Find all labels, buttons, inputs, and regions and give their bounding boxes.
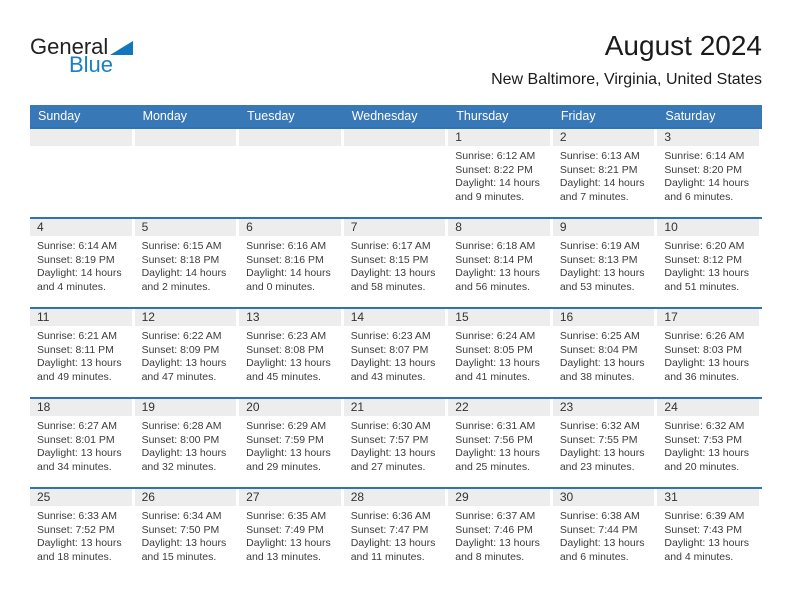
sunrise-text: Sunrise: 6:20 AM xyxy=(664,240,745,252)
day-number-band xyxy=(135,399,237,416)
weekday-header-friday: Friday xyxy=(560,109,596,123)
daylight-text: Daylight: 13 hours and 13 minutes. xyxy=(246,537,331,563)
sunrise-text: Sunrise: 6:35 AM xyxy=(246,510,327,522)
day-number-band xyxy=(448,219,550,236)
day-number: 12 xyxy=(141,310,155,324)
daylight-text: Daylight: 13 hours and 4 minutes. xyxy=(664,537,750,563)
day-number-band xyxy=(657,219,759,236)
calendar-week-row xyxy=(30,397,762,487)
day-number: 27 xyxy=(246,490,260,504)
daylight-text: Daylight: 14 hours and 7 minutes. xyxy=(559,177,645,203)
day-number-band xyxy=(135,489,237,506)
sunset-text: Sunset: 8:07 PM xyxy=(350,343,429,356)
day-number: 2 xyxy=(559,130,567,144)
daylight-text: Daylight: 13 hours and 47 minutes. xyxy=(141,357,227,383)
day-number: 25 xyxy=(37,490,51,504)
calendar-day-cell xyxy=(657,219,762,307)
sunrise-text: Sunrise: 6:30 AM xyxy=(350,420,431,432)
calendar-day-cell xyxy=(30,489,135,577)
sunset-text: Sunset: 8:16 PM xyxy=(246,253,324,266)
day-number: 23 xyxy=(559,400,574,414)
calendar-day-cell xyxy=(448,489,553,577)
calendar-day-cell xyxy=(30,129,135,217)
sunset-text: Sunset: 8:11 PM xyxy=(37,343,114,356)
day-number-band xyxy=(135,309,237,326)
sunrise-text: Sunrise: 6:15 AM xyxy=(141,240,222,252)
sunrise-text: Sunrise: 6:14 AM xyxy=(664,150,745,162)
daylight-text: Daylight: 13 hours and 6 minutes. xyxy=(559,537,645,563)
daylight-text: Daylight: 14 hours and 0 minutes. xyxy=(246,267,331,293)
calendar-day-cell xyxy=(553,399,658,487)
day-number-band xyxy=(344,219,446,236)
sunset-text: Sunset: 7:47 PM xyxy=(350,523,429,536)
day-number-band xyxy=(30,489,132,506)
sunrise-text: Sunrise: 6:33 AM xyxy=(37,510,117,522)
daylight-text: Daylight: 13 hours and 58 minutes. xyxy=(350,267,436,293)
calendar-day-cell xyxy=(448,399,553,487)
calendar-day-cell xyxy=(448,129,553,217)
calendar-day-cell xyxy=(344,309,449,397)
sunrise-text: Sunrise: 6:29 AM xyxy=(246,420,327,432)
day-number-band xyxy=(553,219,655,236)
sunrise-text: Sunrise: 6:23 AM xyxy=(350,330,431,342)
logo-text-general: General xyxy=(30,34,109,59)
day-details xyxy=(135,416,240,474)
day-details xyxy=(553,326,658,384)
day-number-band xyxy=(30,219,132,236)
sunset-text: Sunset: 8:04 PM xyxy=(559,343,638,356)
sunset-text: Sunset: 7:50 PM xyxy=(141,523,220,536)
day-details xyxy=(344,506,449,564)
day-number: 24 xyxy=(664,400,678,414)
sunset-text: Sunset: 8:13 PM xyxy=(559,253,638,266)
sunset-text: Sunset: 7:46 PM xyxy=(455,523,533,536)
day-details xyxy=(448,146,553,204)
sunrise-text: Sunrise: 6:38 AM xyxy=(559,510,640,522)
sunset-text: Sunset: 8:12 PM xyxy=(664,253,743,266)
sunset-text: Sunset: 7:44 PM xyxy=(559,523,638,536)
daylight-text: Daylight: 13 hours and 36 minutes. xyxy=(664,357,750,383)
day-number: 4 xyxy=(37,220,44,234)
calendar-day-cell xyxy=(135,399,240,487)
day-number: 31 xyxy=(664,490,678,504)
calendar-day-cell xyxy=(657,489,762,577)
day-number-band xyxy=(344,489,446,506)
daylight-text: Daylight: 13 hours and 27 minutes. xyxy=(350,447,436,473)
daylight-text: Daylight: 14 hours and 4 minutes. xyxy=(37,267,122,293)
day-details xyxy=(30,236,135,294)
daylight-text: Daylight: 13 hours and 51 minutes. xyxy=(664,267,750,293)
sunrise-text: Sunrise: 6:22 AM xyxy=(141,330,222,342)
calendar-day-cell xyxy=(239,219,344,307)
day-details xyxy=(657,146,762,204)
day-details xyxy=(30,416,135,474)
daylight-text: Daylight: 14 hours and 9 minutes. xyxy=(455,177,540,203)
day-number-band xyxy=(657,399,759,416)
day-number-band xyxy=(344,399,446,416)
calendar-day-cell xyxy=(448,219,553,307)
sunrise-text: Sunrise: 6:13 AM xyxy=(559,150,640,162)
sunrise-text: Sunrise: 6:25 AM xyxy=(559,330,640,342)
day-details xyxy=(344,236,449,294)
day-number: 17 xyxy=(664,310,678,324)
day-number-band xyxy=(30,309,132,326)
day-number: 19 xyxy=(141,400,155,414)
calendar-week-row xyxy=(30,487,762,577)
calendar-day-cell xyxy=(344,219,449,307)
day-number-band xyxy=(553,129,655,146)
day-number-band xyxy=(135,129,237,146)
day-number-band xyxy=(657,489,759,506)
day-number: 8 xyxy=(455,220,462,234)
day-number: 13 xyxy=(246,310,260,324)
weekday-header-tuesday: Tuesday xyxy=(247,109,295,123)
daylight-text: Daylight: 13 hours and 43 minutes. xyxy=(350,357,436,383)
sunset-text: Sunset: 7:59 PM xyxy=(246,433,324,446)
weekday-header-sunday: Sunday xyxy=(38,109,81,123)
day-number-band xyxy=(657,129,759,146)
day-details xyxy=(657,326,762,384)
day-number-band xyxy=(553,489,655,506)
daylight-text: Daylight: 13 hours and 38 minutes. xyxy=(559,357,645,383)
calendar-day-cell xyxy=(553,129,658,217)
calendar-week-row xyxy=(30,307,762,397)
day-number: 18 xyxy=(37,400,51,414)
daylight-text: Daylight: 13 hours and 45 minutes. xyxy=(246,357,331,383)
calendar-day-cell xyxy=(135,489,240,577)
day-details xyxy=(239,326,344,384)
day-number: 3 xyxy=(664,130,672,144)
sunrise-text: Sunrise: 6:37 AM xyxy=(455,510,536,522)
daylight-text: Daylight: 13 hours and 8 minutes. xyxy=(455,537,540,563)
calendar-day-cell xyxy=(30,219,135,307)
daylight-text: Daylight: 14 hours and 6 minutes. xyxy=(664,177,750,203)
calendar-day-cell xyxy=(344,399,449,487)
day-number-band xyxy=(344,309,446,326)
sunset-text: Sunset: 7:49 PM xyxy=(246,523,324,536)
calendar-day-cell xyxy=(344,129,449,217)
day-number: 29 xyxy=(455,490,469,504)
day-number-band xyxy=(553,309,655,326)
day-number: 11 xyxy=(37,310,50,324)
calendar-week-row xyxy=(30,217,762,307)
calendar-day-cell xyxy=(657,399,762,487)
day-number-band xyxy=(657,309,759,326)
weekday-header-monday: Monday xyxy=(142,109,188,123)
daylight-text: Daylight: 13 hours and 25 minutes. xyxy=(455,447,540,473)
calendar-day-cell xyxy=(239,309,344,397)
daylight-text: Daylight: 13 hours and 49 minutes. xyxy=(37,357,122,383)
sunrise-text: Sunrise: 6:32 AM xyxy=(559,420,640,432)
calendar-day-cell xyxy=(657,309,762,397)
day-number-band xyxy=(448,129,550,146)
calendar-day-cell xyxy=(239,489,344,577)
daylight-text: Daylight: 13 hours and 18 minutes. xyxy=(37,537,122,563)
day-number: 30 xyxy=(559,490,574,504)
day-details xyxy=(657,416,762,474)
sunset-text: Sunset: 7:52 PM xyxy=(37,523,115,536)
daylight-text: Daylight: 13 hours and 11 minutes. xyxy=(350,537,436,563)
sunset-text: Sunset: 8:14 PM xyxy=(455,253,533,266)
weekday-header-thursday: Thursday xyxy=(456,109,509,123)
day-number: 6 xyxy=(246,220,253,234)
general-blue-logo xyxy=(30,36,133,76)
weekday-header-saturday: Saturday xyxy=(665,109,716,123)
calendar-grid xyxy=(30,105,762,577)
day-number-band xyxy=(30,129,132,146)
sunrise-text: Sunrise: 6:36 AM xyxy=(350,510,431,522)
sunset-text: Sunset: 8:09 PM xyxy=(141,343,220,356)
sunset-text: Sunset: 8:01 PM xyxy=(37,433,115,446)
day-number: 14 xyxy=(350,310,365,324)
sunrise-text: Sunrise: 6:17 AM xyxy=(350,240,431,252)
sunrise-text: Sunrise: 6:16 AM xyxy=(246,240,327,252)
sunset-text: Sunset: 7:57 PM xyxy=(350,433,429,446)
sunset-text: Sunset: 8:21 PM xyxy=(559,163,638,176)
calendar-header xyxy=(491,30,762,89)
sunrise-text: Sunrise: 6:14 AM xyxy=(37,240,117,252)
day-number: 16 xyxy=(559,310,574,324)
day-number: 21 xyxy=(350,400,365,414)
sunset-text: Sunset: 8:18 PM xyxy=(141,253,220,266)
calendar-day-cell xyxy=(553,489,658,577)
daylight-text: Daylight: 13 hours and 34 minutes. xyxy=(37,447,122,473)
day-number-band xyxy=(239,129,341,146)
day-number: 20 xyxy=(246,400,260,414)
calendar-day-cell xyxy=(553,309,658,397)
sunset-text: Sunset: 8:05 PM xyxy=(455,343,533,356)
day-number-band xyxy=(135,219,237,236)
daylight-text: Daylight: 13 hours and 20 minutes. xyxy=(664,447,750,473)
sunset-text: Sunset: 8:20 PM xyxy=(664,163,743,176)
day-number: 28 xyxy=(350,490,365,504)
daylight-text: Daylight: 14 hours and 2 minutes. xyxy=(141,267,227,293)
calendar-day-cell xyxy=(30,309,135,397)
calendar-day-cell xyxy=(30,399,135,487)
day-details xyxy=(448,416,553,474)
calendar-day-cell xyxy=(135,309,240,397)
sunrise-text: Sunrise: 6:31 AM xyxy=(455,420,536,432)
day-number-band xyxy=(448,309,550,326)
sunrise-text: Sunrise: 6:19 AM xyxy=(559,240,640,252)
calendar-day-cell xyxy=(135,129,240,217)
sunset-text: Sunset: 8:15 PM xyxy=(350,253,429,266)
daylight-text: Daylight: 13 hours and 29 minutes. xyxy=(246,447,331,473)
sunset-text: Sunset: 7:43 PM xyxy=(664,523,743,536)
sunset-text: Sunset: 7:53 PM xyxy=(664,433,743,446)
day-number-band xyxy=(344,129,446,146)
day-details xyxy=(135,236,240,294)
calendar-day-cell xyxy=(657,129,762,217)
calendar-day-cell xyxy=(553,219,658,307)
calendar-day-cell xyxy=(239,399,344,487)
day-number-band xyxy=(239,219,341,236)
sunset-text: Sunset: 7:56 PM xyxy=(455,433,533,446)
day-details xyxy=(135,506,240,564)
day-details xyxy=(344,326,449,384)
daylight-text: Daylight: 13 hours and 32 minutes. xyxy=(141,447,227,473)
sunrise-text: Sunrise: 6:18 AM xyxy=(455,240,536,252)
day-details xyxy=(135,326,240,384)
day-number: 22 xyxy=(455,400,469,414)
day-number-band xyxy=(239,309,341,326)
daylight-text: Daylight: 13 hours and 23 minutes. xyxy=(559,447,645,473)
daylight-text: Daylight: 13 hours and 41 minutes. xyxy=(455,357,540,383)
day-details xyxy=(657,236,762,294)
day-number: 9 xyxy=(559,220,567,234)
sunset-text: Sunset: 8:08 PM xyxy=(246,343,324,356)
day-details xyxy=(448,236,553,294)
day-number-band xyxy=(239,399,341,416)
day-details xyxy=(30,326,135,384)
sunset-text: Sunset: 8:00 PM xyxy=(141,433,220,446)
sunrise-text: Sunrise: 6:24 AM xyxy=(455,330,536,342)
calendar-weeks xyxy=(30,127,762,577)
page-subtitle: New Baltimore, Virginia, United States xyxy=(491,71,762,88)
day-number-band xyxy=(448,489,550,506)
day-details xyxy=(553,236,658,294)
day-details xyxy=(30,506,135,564)
day-number-band xyxy=(30,399,132,416)
day-number-band xyxy=(448,399,550,416)
calendar-day-cell xyxy=(135,219,240,307)
sunrise-text: Sunrise: 6:34 AM xyxy=(141,510,222,522)
sunrise-text: Sunrise: 6:12 AM xyxy=(455,150,536,162)
sunrise-text: Sunrise: 6:21 AM xyxy=(37,330,117,342)
day-number: 10 xyxy=(664,220,678,234)
day-details xyxy=(657,506,762,564)
day-number-band xyxy=(239,489,341,506)
calendar-week-row xyxy=(30,127,762,217)
sunset-text: Sunset: 8:22 PM xyxy=(455,163,533,176)
sunset-text: Sunset: 8:19 PM xyxy=(37,253,115,266)
weekday-header-row xyxy=(30,105,762,127)
daylight-text: Daylight: 13 hours and 53 minutes. xyxy=(559,267,645,293)
day-number: 26 xyxy=(141,490,155,504)
daylight-text: Daylight: 13 hours and 56 minutes. xyxy=(455,267,540,293)
page-title: August 2024 xyxy=(604,30,762,61)
calendar-day-cell xyxy=(239,129,344,217)
day-number: 5 xyxy=(141,220,149,234)
sunrise-text: Sunrise: 6:39 AM xyxy=(664,510,745,522)
sunrise-text: Sunrise: 6:32 AM xyxy=(664,420,745,432)
day-details xyxy=(239,506,344,564)
day-details xyxy=(553,506,658,564)
sunrise-text: Sunrise: 6:23 AM xyxy=(246,330,327,342)
day-number: 7 xyxy=(350,220,358,234)
sunrise-text: Sunrise: 6:26 AM xyxy=(664,330,745,342)
daylight-text: Daylight: 13 hours and 15 minutes. xyxy=(141,537,227,563)
calendar-day-cell xyxy=(344,489,449,577)
day-number: 1 xyxy=(455,130,462,144)
day-details xyxy=(553,146,658,204)
day-details xyxy=(239,236,344,294)
day-details xyxy=(448,326,553,384)
logo-text-blue: Blue xyxy=(69,52,114,77)
sunrise-text: Sunrise: 6:27 AM xyxy=(37,420,117,432)
sunset-text: Sunset: 8:03 PM xyxy=(664,343,743,356)
day-details xyxy=(239,416,344,474)
sunset-text: Sunset: 7:55 PM xyxy=(559,433,638,446)
calendar-day-cell xyxy=(448,309,553,397)
day-details xyxy=(448,506,553,564)
day-number: 15 xyxy=(455,310,469,324)
day-number-band xyxy=(553,399,655,416)
sunrise-text: Sunrise: 6:28 AM xyxy=(141,420,222,432)
weekday-header-wednesday: Wednesday xyxy=(351,109,418,123)
day-details xyxy=(344,416,449,474)
day-details xyxy=(553,416,658,474)
